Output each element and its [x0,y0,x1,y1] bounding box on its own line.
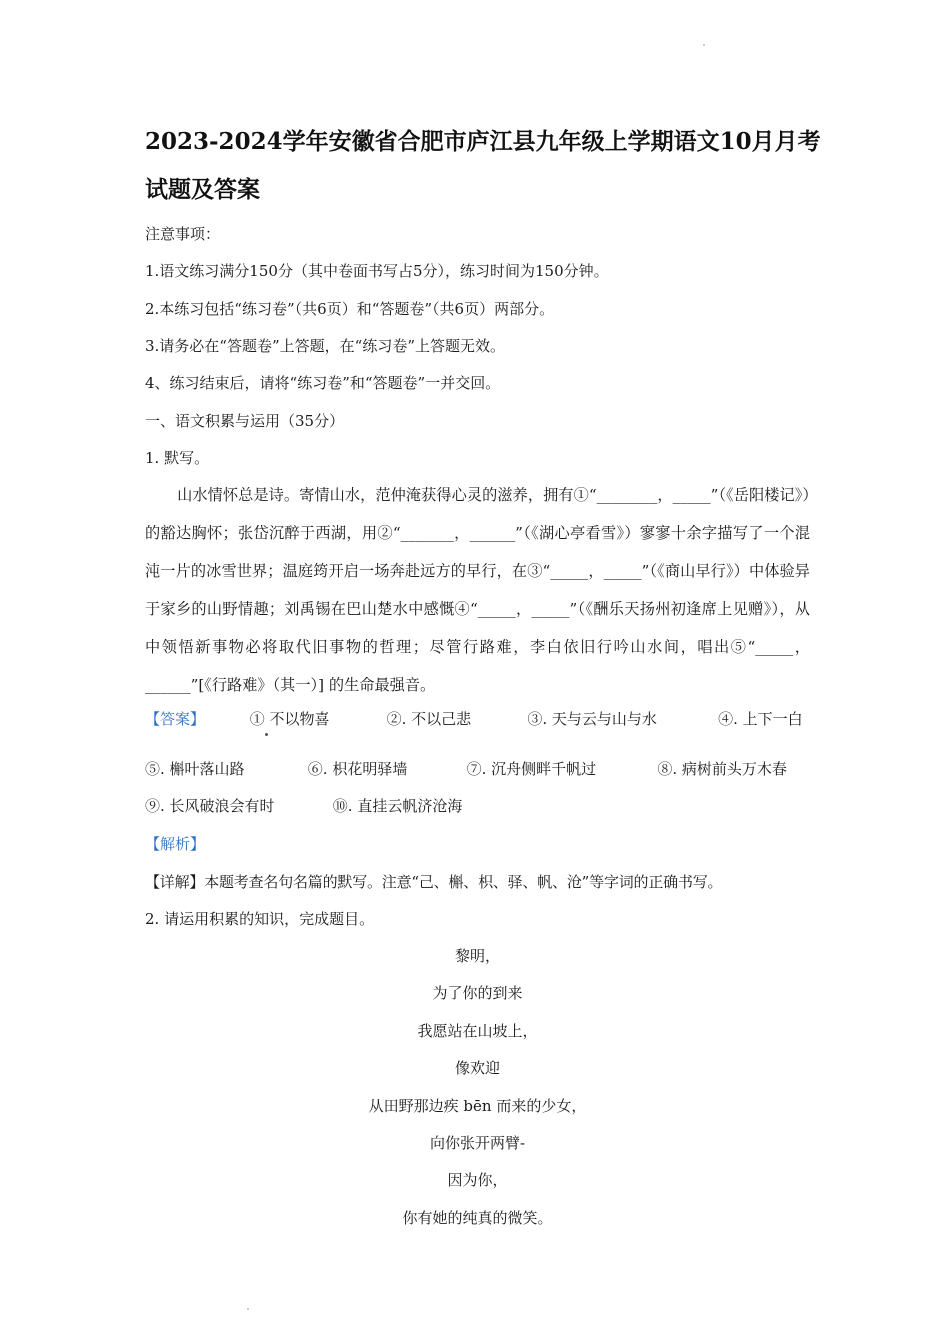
answer-item: ① 不以物喜 [249,710,330,728]
answer-item: ④. 上下一白 [718,710,803,728]
poem-line: 向你张开两臂- [429,1134,526,1152]
emphasis-dot [265,733,268,736]
analysis-label: 【解析】 [145,835,206,853]
question-2-stem: 2. 请运用积累的知识，完成题目。 [145,910,375,928]
answer-row-3 [145,796,462,816]
notice-item-4: 4、练习结束后，请将“练习卷”和“答题卷”一并交回。 [145,374,501,392]
document-title: 2023-2024学年安徽省合肥市庐江县九年级上学期语文10月月考试题及答案 [145,128,821,203]
poem-line: 黎明， [454,947,500,965]
scan-speck [703,44,705,46]
answer-item: ⑧. 病树前头万木春 [657,760,787,778]
answer-item: ⑦. 沉舟侧畔千帆过 [466,760,597,778]
answer-item: ⑤. 槲叶落山路 [145,760,245,778]
poem-line: 因为你， [447,1171,508,1189]
poem-line: 像欢迎 [454,1059,500,1077]
poem-line: 我愿站在山坡上， [417,1022,538,1040]
notice-item-3: 3.请务必在“答题卷”上答题，在“练习卷”上答题无效。 [145,337,505,355]
answer-row-1 [145,709,803,729]
notice-heading: 注意事项： [145,225,221,243]
section-heading: 一、语文积累与运用（35分） [145,412,345,430]
answer-label: 【答案】 [145,710,206,728]
answer-item: ②. 不以己悲 [386,710,472,728]
notice-item-2: 2.本练习包括“练习卷”（共6页）和“答题卷”（共6页）两部分。 [145,300,555,318]
answer-item: ⑩. 直挂云帆济沧海 [332,797,463,815]
poem-line: 从田野那边疾 bēn 而来的少女， [368,1097,587,1115]
notice-item-1: 1.语文练习满分150分（其中卷面书写占5分），练习时间为150分钟。 [145,262,609,280]
scan-speck [247,1308,249,1310]
answer-item: ⑥. 枳花明驿墙 [307,760,408,778]
answer-item: ⑨. 长风破浪会有时 [145,797,275,815]
answer-item: ③. 天与云与山与水 [527,710,657,728]
poem-line: 为了你的到来 [432,984,523,1002]
poem-line: 你有她的纯真的微笑。 [402,1209,553,1227]
answer-row-2 [145,759,787,779]
question-1-passage [145,476,810,704]
passage-text: 山水情怀总是诗。寄情山水，范仲淹获得心灵的滋养，拥有①“________，_____”（《岳阳楼记》）的豁达胸怀；张岱沉醉于西湖，用②“_______，______”（《湖心亭看雪》）寥寥十余字描写了一个混沌一片的冰雪世界；温庭筠开启一场奔赴远方的早行，在③“_____，_____”（《商山早行》）中体验异于家乡的山野情趣；刘禹锡在巴山楚水中感慨④“_____，_____”（《酬乐天扬州初逢席上见赠》），从中领悟新事物必将取代旧事物的哲理；尽管行路难，李白依旧行吟山水间，唱出⑤“_____，______”[《行路难》（其一）] 的生命最强音。 [145,486,810,694]
question-1-stem: 1. 默写。 [145,449,210,467]
analysis-detail: 【详解】本题考查名句名篇的默写。注意“己、槲、枳、驿、帆、沧”等字词的正确书写。 [145,873,723,891]
